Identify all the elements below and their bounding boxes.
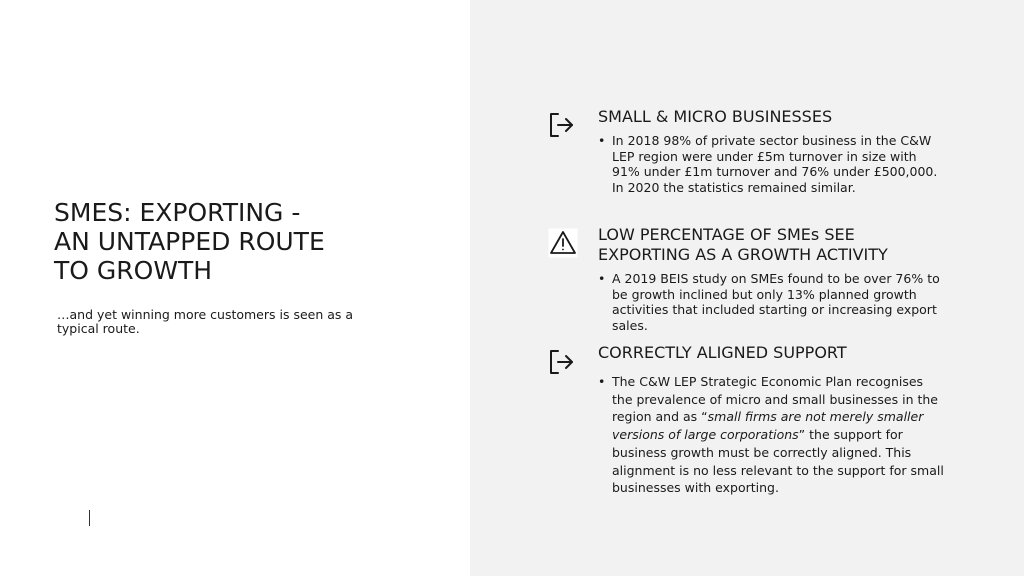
slide-subtitle [57,308,357,336]
warning-triangle-icon [548,228,578,258]
bullet-quote-text: versions of large corporations [612,427,799,443]
left-panel [0,0,470,576]
bullet-line: be growth inclined but only 13% planned growth [612,286,917,302]
bullet-quote-text: small firms are not merely smaller [707,409,924,425]
bullet-line: alignment is no less relevant to the support for small [612,462,944,478]
slide-title-line: AN UNTAPPED ROUTE [54,227,325,256]
exit-arrow-icon [547,347,577,377]
slide-title-line: TO GROWTH [54,256,213,285]
slide-subtitle-line: typical route. [57,321,140,336]
section-heading-small-micro [598,107,938,127]
bullet-text: region and as “ [612,409,708,425]
bullet-line [612,408,933,426]
slide-title [54,198,374,285]
slide-title-line: SMES: EXPORTING - [54,198,301,227]
bullet-line: LEP region were under £5m turnover in size with [612,148,917,164]
text-cursor [89,510,90,526]
exit-arrow-icon [547,110,577,140]
section-heading-line: SMALL & MICRO BUSINESSES [598,107,833,126]
bullet-line: the prevalence of micro and small businesses in the [612,391,938,407]
bullet-small-micro [598,133,938,195]
bullet-line: In 2020 the statistics remained similar. [612,179,856,195]
slide-subtitle-line: …and yet winning more customers is seen as a [57,307,354,322]
bullet-line: 91% under £1m turnover and 76% under £500,000. [612,164,938,179]
section-heading-aligned-support [598,343,938,363]
bullet-line: • A 2019 BEIS study on SMEs found to be over 76% to [612,271,940,286]
bullet-line: businesses with exporting. [612,480,779,496]
section-heading-line: EXPORTING AS A GROWTH ACTIVITY [598,245,888,264]
bullet-aligned-support [598,373,944,497]
bullet-line: • In 2018 98% of private sector business in the C&W [612,133,932,148]
section-heading-line: LOW PERCENTAGE OF SMEs SEE [598,225,855,244]
section-heading-low-percentage [598,225,938,265]
bullet-line: business growth must be correctly aligned. This [612,444,912,460]
bullet-low-percentage [598,271,940,333]
bullet-line: • The C&W LEP Strategic Economic Plan recognises [612,374,924,389]
bullet-text: ” the support for [798,427,903,443]
section-heading-line: CORRECTLY ALIGNED SUPPORT [598,343,847,362]
bullet-line: sales. [612,317,648,333]
bullet-line [612,426,933,444]
bullet-line: activities that included starting or increasing export [612,302,937,317]
